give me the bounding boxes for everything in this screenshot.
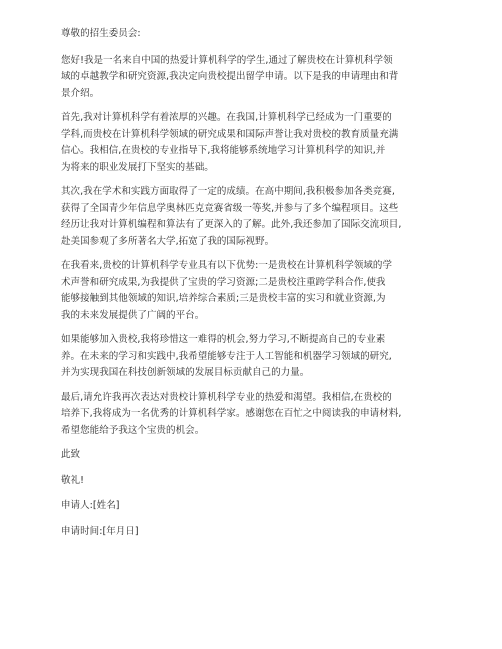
paragraph-line: 赴美国参观了多所著名大学,拓宽了我的国际视野。 (61, 235, 275, 247)
paragraph-line: 能够接触到其他领域的知识,培养综合素质;三是贵校丰富的实习和就业资源,为 (61, 293, 386, 304)
paragraph-commitment (61, 332, 441, 382)
paragraph-line: 希望您能给予我这个宝贵的机会。 (61, 424, 205, 436)
paragraph-line: 其次,我在学术和实践方面取得了一定的成绩。在高中期间,我积极参加各类竞赛, (61, 186, 395, 197)
closing-salute: 敬礼! (61, 474, 84, 486)
closing-regards: 此致 (61, 449, 81, 460)
paragraph-interest (61, 110, 441, 176)
paragraph-line: 首先,我对计算机科学有着浓厚的兴趣。在我国,计算机科学已经成为一门重要的 (61, 112, 392, 123)
paragraph-line: 并为实现我国在科技创新领域的发展目标贡献自己的力量。 (61, 367, 310, 378)
paragraph-line: 景介绍。 (61, 87, 100, 99)
paragraph-line: 获得了全国青少年信息学奥林匹克竞赛省级一等奖,并参与了多个编程项目。这些 (61, 202, 399, 214)
paragraph-line: 最后,请允许我再次表达对贵校计算机科学专业的热爱和渴望。我相信,在贵校的 (61, 391, 392, 403)
paragraph-line: 信心。我相信,在贵校的专业指导下,我将能够系统地学习计算机科学的知识,并 (61, 145, 386, 156)
salutation: 尊敬的招生委员会: (61, 28, 141, 39)
paragraph-line: 经历让我对计算机编程和算法有了更深入的了解。此外,我还参加了国际交流项目, (61, 219, 402, 230)
application-date: 申请时间:[年月日] (61, 525, 139, 537)
paragraph-line: 培养下,我将成为一名优秀的计算机科学家。感谢您在百忙之中阅读我的申请材料, (61, 408, 402, 419)
paragraph-line: 您好!我是一名来自中国的热爱计算机科学的学生,通过了解贵校在计算机科学领 (61, 54, 393, 66)
paragraph-line: 在我看来,贵校的计算机科学专业具有以下优势:一是贵校在计算机科学领域的学 (61, 260, 393, 271)
paragraph-line: 养。在未来的学习和实践中,我希望能够专注于人工智能和机器学习领域的研究, (61, 350, 392, 362)
applicant-name: 申请人:[姓名] (61, 500, 120, 511)
paragraph-achievements (61, 184, 441, 250)
paragraph-line: 学科,而贵校在计算机科学领域的研究成果和国际声誉让我对贵校的教育质量充满 (61, 128, 399, 140)
letter-body (61, 26, 441, 549)
paragraph-line: 为将来的职业发展打下坚实的基础。 (61, 161, 214, 173)
paragraph-conclusion (61, 390, 441, 440)
paragraph-greeting (61, 53, 441, 103)
paragraph-line: 域的卓越教学和研究资源,我决定向贵校提出留学申请。以下是我的申请理由和背 (61, 71, 399, 82)
paragraph-line: 术声誉和研究成果,为我提供了宝贵的学习资源;二是贵校注重跨学科合作,使我 (61, 276, 386, 288)
paragraph-advantages (61, 258, 441, 324)
paragraph-line: 我的未来发展提供了广阔的平台。 (61, 309, 205, 321)
paragraph-line: 如果能够加入贵校,我将珍惜这一难得的机会,努力学习,不断提高自己的专业素 (61, 334, 386, 345)
